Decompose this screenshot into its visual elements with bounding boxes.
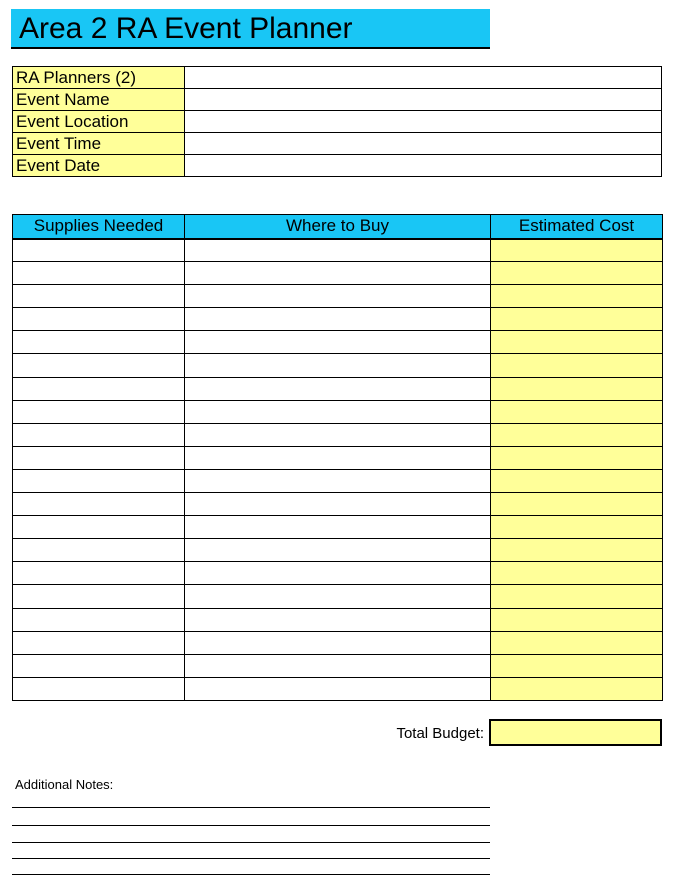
supply-item-cell[interactable] <box>13 400 185 423</box>
supplies-body <box>13 239 663 701</box>
supply-item-cell[interactable] <box>13 516 185 539</box>
table-row <box>13 377 663 400</box>
supply-item-cell[interactable] <box>13 285 185 308</box>
estimated-cost-cell[interactable] <box>491 331 663 354</box>
table-row <box>13 654 663 677</box>
supply-item-cell[interactable] <box>13 446 185 469</box>
event-name-field[interactable] <box>185 89 662 111</box>
note-line[interactable] <box>12 842 490 843</box>
event-date-field[interactable] <box>185 155 662 177</box>
estimated-cost-header: Estimated Cost <box>491 215 663 239</box>
note-line[interactable] <box>12 825 490 826</box>
where-to-buy-header: Where to Buy <box>185 215 491 239</box>
where-to-buy-cell[interactable] <box>185 677 491 700</box>
supply-item-cell[interactable] <box>13 654 185 677</box>
where-to-buy-cell[interactable] <box>185 377 491 400</box>
estimated-cost-cell[interactable] <box>491 285 663 308</box>
table-row <box>13 608 663 631</box>
table-row <box>13 516 663 539</box>
note-line[interactable] <box>12 874 490 875</box>
supplies-needed-header: Supplies Needed <box>13 215 185 239</box>
info-row-event-location <box>13 111 662 133</box>
estimated-cost-cell[interactable] <box>491 377 663 400</box>
estimated-cost-cell[interactable] <box>491 446 663 469</box>
supply-item-cell[interactable] <box>13 377 185 400</box>
supply-item-cell[interactable] <box>13 308 185 331</box>
table-row <box>13 585 663 608</box>
where-to-buy-cell[interactable] <box>185 262 491 285</box>
estimated-cost-cell[interactable] <box>491 262 663 285</box>
where-to-buy-cell[interactable] <box>185 308 491 331</box>
supply-item-cell[interactable] <box>13 562 185 585</box>
supply-item-cell[interactable] <box>13 262 185 285</box>
table-row <box>13 446 663 469</box>
event-location-field[interactable] <box>185 111 662 133</box>
estimated-cost-cell[interactable] <box>491 423 663 446</box>
estimated-cost-cell[interactable] <box>491 631 663 654</box>
table-row <box>13 331 663 354</box>
estimated-cost-cell[interactable] <box>491 654 663 677</box>
supply-item-cell[interactable] <box>13 354 185 377</box>
table-row <box>13 539 663 562</box>
table-row <box>13 239 663 262</box>
where-to-buy-cell[interactable] <box>185 654 491 677</box>
ra-planners-field[interactable] <box>185 67 662 89</box>
where-to-buy-cell[interactable] <box>185 516 491 539</box>
where-to-buy-cell[interactable] <box>185 562 491 585</box>
supply-item-cell[interactable] <box>13 493 185 516</box>
table-row <box>13 469 663 492</box>
supply-item-cell[interactable] <box>13 423 185 446</box>
where-to-buy-cell[interactable] <box>185 446 491 469</box>
estimated-cost-cell[interactable] <box>491 539 663 562</box>
table-row <box>13 308 663 331</box>
title-bar <box>11 9 490 49</box>
estimated-cost-cell[interactable] <box>491 516 663 539</box>
estimated-cost-cell[interactable] <box>491 469 663 492</box>
estimated-cost-cell[interactable] <box>491 608 663 631</box>
note-line[interactable] <box>12 858 490 859</box>
estimated-cost-cell[interactable] <box>491 493 663 516</box>
info-label: Event Date <box>13 155 185 177</box>
additional-notes-label: Additional Notes: <box>15 777 114 792</box>
table-row <box>13 562 663 585</box>
table-row <box>13 677 663 700</box>
table-row <box>13 631 663 654</box>
total-budget-field[interactable] <box>489 719 662 746</box>
where-to-buy-cell[interactable] <box>185 285 491 308</box>
table-row <box>13 493 663 516</box>
table-row <box>13 423 663 446</box>
total-budget-label: Total Budget: <box>396 725 484 742</box>
estimated-cost-cell[interactable] <box>491 308 663 331</box>
where-to-buy-cell[interactable] <box>185 493 491 516</box>
supply-item-cell[interactable] <box>13 585 185 608</box>
event-info-table <box>12 66 662 177</box>
supply-item-cell[interactable] <box>13 631 185 654</box>
supplies-table <box>12 214 663 701</box>
supply-item-cell[interactable] <box>13 239 185 262</box>
table-row <box>13 285 663 308</box>
where-to-buy-cell[interactable] <box>185 400 491 423</box>
where-to-buy-cell[interactable] <box>185 585 491 608</box>
info-label: RA Planners (2) <box>13 67 185 89</box>
estimated-cost-cell[interactable] <box>491 677 663 700</box>
where-to-buy-cell[interactable] <box>185 331 491 354</box>
where-to-buy-cell[interactable] <box>185 239 491 262</box>
page-title: Area 2 RA Event Planner <box>19 12 353 45</box>
info-row-event-date <box>13 155 662 177</box>
table-row <box>13 400 663 423</box>
info-label: Event Location <box>13 111 185 133</box>
estimated-cost-cell[interactable] <box>491 354 663 377</box>
table-row <box>13 354 663 377</box>
estimated-cost-cell[interactable] <box>491 239 663 262</box>
where-to-buy-cell[interactable] <box>185 354 491 377</box>
table-row <box>13 262 663 285</box>
supply-item-cell[interactable] <box>13 539 185 562</box>
info-label: Event Time <box>13 133 185 155</box>
estimated-cost-cell[interactable] <box>491 562 663 585</box>
where-to-buy-cell[interactable] <box>185 539 491 562</box>
info-row-ra-planners <box>13 67 662 89</box>
supplies-header-row <box>13 215 663 239</box>
supply-item-cell[interactable] <box>13 331 185 354</box>
info-row-event-time <box>13 133 662 155</box>
estimated-cost-cell[interactable] <box>491 585 663 608</box>
info-row-event-name <box>13 89 662 111</box>
info-label: Event Name <box>13 89 185 111</box>
supply-item-cell[interactable] <box>13 677 185 700</box>
estimated-cost-cell[interactable] <box>491 400 663 423</box>
supply-item-cell[interactable] <box>13 608 185 631</box>
where-to-buy-cell[interactable] <box>185 631 491 654</box>
note-line[interactable] <box>12 807 490 808</box>
where-to-buy-cell[interactable] <box>185 469 491 492</box>
supply-item-cell[interactable] <box>13 469 185 492</box>
event-time-field[interactable] <box>185 133 662 155</box>
where-to-buy-cell[interactable] <box>185 608 491 631</box>
where-to-buy-cell[interactable] <box>185 423 491 446</box>
